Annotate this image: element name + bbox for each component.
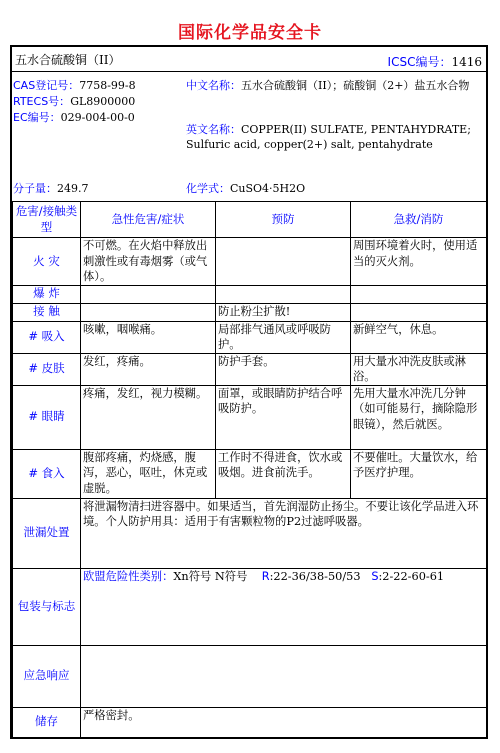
table-row (13, 707, 487, 737)
r-label: R (261, 569, 270, 583)
icsc-label: ICSC编号： (387, 55, 452, 69)
english-name: 英文名称：COPPER(II) SULFATE, PENTAHYDRATE; Sulfuric acid, copper(2+) salt, pentahydrate (186, 123, 471, 151)
table-row (13, 449, 487, 498)
chemical-name: 五水合硫酸铜（II） (15, 53, 121, 67)
row-label-explosion: 爆 炸 (13, 285, 81, 303)
header-symptoms: 急性危害/症状 (81, 202, 216, 238)
eyes-prevention: 面罩，或眼睛防护结合呼吸防护。 (216, 385, 351, 449)
exposure-prevention: 防止粉尘扩散! (216, 303, 351, 321)
cas-number: CAS登记号：7758-99-8 (13, 79, 136, 92)
table-row (13, 353, 487, 385)
exposure-first-aid (351, 303, 487, 321)
row-label-spill: 泄漏处置 (13, 498, 81, 568)
fire-first-aid: 周围环境着火时，使用适当的灭火剂。 (351, 238, 487, 286)
row-label-exposure: 接 触 (13, 303, 81, 321)
row-label-skin: # 皮肤 (13, 353, 81, 385)
header-hazard-type: 危害/接触类型 (13, 202, 81, 238)
ingestion-symptoms: 腹部疼痛，灼烧感，腹泻，恶心，呕吐，休克或虚脱。 (81, 449, 216, 498)
exposure-symptoms (81, 303, 216, 321)
table-row (13, 385, 487, 449)
packaging-text (81, 568, 487, 645)
skin-prevention: 防护手套。 (216, 353, 351, 385)
skin-first-aid: 用大量水冲洗皮肤或淋浴。 (351, 353, 487, 385)
icsc-number (388, 53, 482, 70)
s-phrases: :2-22-60-61 (378, 569, 445, 583)
row-label-emergency: 应急响应 (13, 645, 81, 707)
table-row (13, 498, 487, 568)
eu-symbols: Xn符号 N符号 (173, 569, 248, 583)
row-label-eyes: # 眼睛 (13, 385, 81, 449)
page-title: 国际化学品安全卡 (178, 23, 322, 43)
storage-text: 严格密封。 (81, 707, 487, 737)
ingestion-prevention: 工作时不得进食，饮水或吸烟。进食前洗手。 (216, 449, 351, 498)
fire-symptoms: 不可燃。在火焰中释放出刺激性或有毒烟雾（或气体）。 (81, 238, 216, 286)
rtecs-number: RTECS号：GL8900000 (13, 95, 136, 108)
explosion-prevention (216, 285, 351, 303)
eyes-symptoms: 疼痛，发红，视力模糊。 (81, 385, 216, 449)
eu-class-label: 欧盟危险性类别： (83, 569, 174, 583)
table-row (13, 285, 487, 303)
spill-text: 将泄漏物清扫进容器中。如果适当，首先润湿防止扬尘。不要让该化学品进入环境。个人防护用具：适用于有害颗粒物的P2过滤呼吸器。 (81, 498, 487, 568)
table-row (13, 238, 487, 286)
safety-card (10, 45, 488, 739)
hazard-table (12, 201, 487, 738)
inhalation-symptoms: 咳嗽，咽喉痛。 (81, 321, 216, 353)
ec-number: EC编号：029-004-00-0 (13, 111, 135, 124)
row-label-ingestion: # 食入 (13, 449, 81, 498)
table-row (13, 645, 487, 707)
chemical-formula: 化学式：CuSO4·5H2O (186, 182, 306, 195)
ingestion-first-aid: 不要催吐。大量饮水，给予医疗护理。 (351, 449, 487, 498)
r-phrases: :22-36/38-50/53 (269, 569, 361, 583)
table-row (13, 321, 487, 353)
emergency-text (81, 645, 487, 707)
s-label: S (371, 569, 379, 583)
explosion-first-aid (351, 285, 487, 303)
icsc-value: 1416 (451, 55, 482, 69)
row-label-inhalation: # 吸入 (13, 321, 81, 353)
skin-symptoms: 发红，疼痛。 (81, 353, 216, 385)
row-label-fire: 火 灾 (13, 238, 81, 286)
fire-prevention (216, 238, 351, 286)
header-prevention: 预防 (216, 202, 351, 238)
inhalation-first-aid: 新鲜空气，休息。 (351, 321, 487, 353)
molecular-weight: 分子量：249.7 (13, 182, 89, 195)
row-label-storage: 储存 (13, 707, 81, 737)
table-row (13, 568, 487, 645)
table-header-row (13, 202, 487, 238)
explosion-symptoms (81, 285, 216, 303)
header-first-aid: 急救/消防 (351, 202, 487, 238)
row-label-packaging: 包装与标志 (13, 568, 81, 645)
divider (12, 71, 486, 72)
chinese-name: 中文名称：五水合硫酸铜（II）；硫酸铜（2+）盐五水合物 (186, 79, 470, 92)
table-row (13, 303, 487, 321)
eyes-first-aid: 先用大量水冲洗几分钟（如可能易行，摘除隐形眼镜），然后就医。 (351, 385, 487, 449)
inhalation-prevention: 局部排气通风或呼吸防护。 (216, 321, 351, 353)
